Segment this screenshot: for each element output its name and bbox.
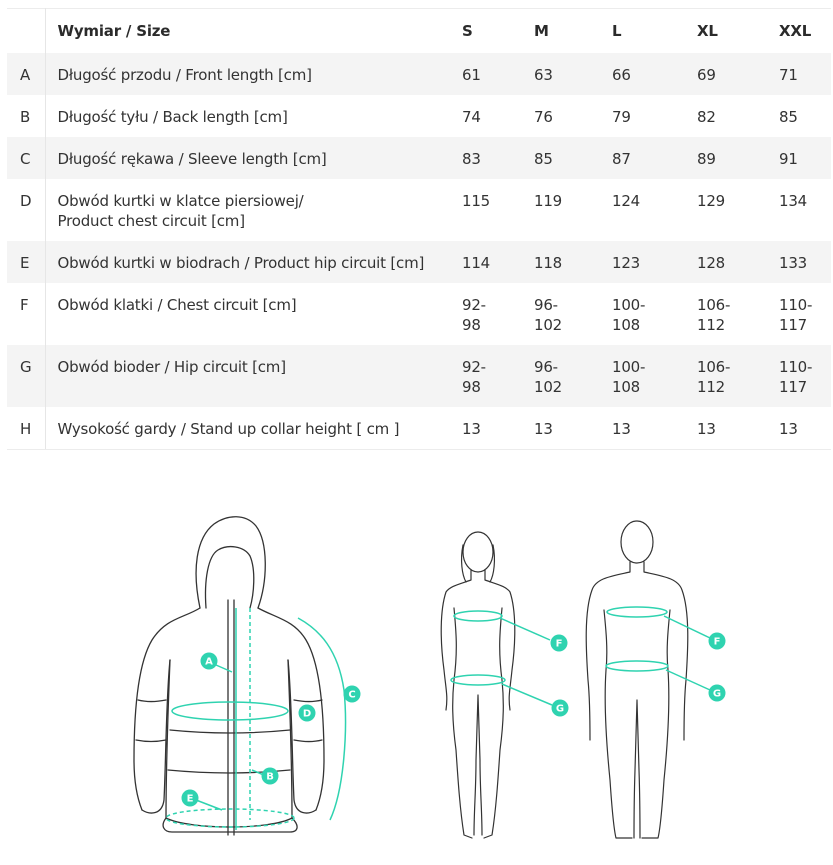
- row-label: Wysokość gardy / Stand up collar height [ cm ]: [45, 407, 450, 450]
- cell-size-s: 61: [450, 53, 522, 95]
- row-letter: B: [7, 95, 45, 137]
- header-size-s: S: [450, 9, 522, 54]
- cell-size-m: 13: [522, 407, 600, 450]
- row-letter: E: [7, 241, 45, 283]
- row-letter: G: [7, 345, 45, 407]
- cell-size-m: 96- 102: [522, 345, 600, 407]
- man-measure-lines: [606, 607, 710, 690]
- table-row: [7, 407, 831, 450]
- cell-size-s: 92- 98: [450, 345, 522, 407]
- cell-size-s: 83: [450, 137, 522, 179]
- cell-size-s: 13: [450, 407, 522, 450]
- cell-size-xxl: 110- 117: [767, 345, 831, 407]
- cell-size-l: 100- 108: [600, 345, 685, 407]
- cell-size-m: 85: [522, 137, 600, 179]
- header-size-xl: XL: [685, 9, 767, 54]
- man-marker-f-label: F: [713, 636, 721, 648]
- cell-size-l: 66: [600, 53, 685, 95]
- woman-badges: [551, 635, 569, 717]
- row-label: Obwód bioder / Hip circuit [cm]: [45, 345, 450, 407]
- row-letter: C: [7, 137, 45, 179]
- cell-size-m: 63: [522, 53, 600, 95]
- man-marker-g-label: G: [712, 688, 722, 700]
- row-letter: F: [7, 283, 45, 345]
- marker-a-label: A: [205, 656, 213, 668]
- woman-marker-f-label: F: [555, 638, 563, 650]
- table-row: [7, 283, 831, 345]
- row-label: Długość tyłu / Back length [cm]: [57, 108, 288, 126]
- cell-size-s: 115: [462, 192, 491, 210]
- table-row: [7, 241, 831, 283]
- header-size-m: M: [522, 9, 600, 54]
- marker-e-label: E: [186, 793, 194, 805]
- jacket-illustration: [134, 517, 324, 835]
- cell-size-xxl: 13: [767, 407, 831, 450]
- marker-d-label: D: [302, 708, 312, 720]
- cell-size-xxl: 134: [779, 192, 808, 210]
- header-letter: [7, 9, 45, 54]
- woman-marker-g-label: G: [555, 703, 565, 715]
- jacket-badges: [182, 653, 361, 807]
- cell-size-xxl: 110- 117: [779, 296, 813, 334]
- cell-size-xxl: 85: [779, 108, 798, 126]
- cell-size-xl: 106- 112: [685, 345, 767, 407]
- size-table: [7, 8, 831, 450]
- cell-size-s: 114: [450, 241, 522, 283]
- cell-size-m: 119: [534, 192, 563, 210]
- table-row: [7, 345, 831, 407]
- cell-size-s: 74: [462, 108, 481, 126]
- man-figure: [586, 521, 688, 838]
- cell-size-xl: 13: [685, 407, 767, 450]
- measurement-illustration: [0, 500, 833, 860]
- woman-measure-lines: [451, 611, 552, 705]
- row-label: Długość rękawa / Sleeve length [cm]: [45, 137, 450, 179]
- man-badges: [709, 633, 726, 702]
- cell-size-l: 87: [600, 137, 685, 179]
- cell-size-xxl: 91: [767, 137, 831, 179]
- cell-size-l: 124: [612, 192, 641, 210]
- cell-size-m: 118: [522, 241, 600, 283]
- row-label: Obwód kurtki w biodrach / Product hip circuit [cm]: [45, 241, 450, 283]
- table-row: [7, 179, 831, 241]
- cell-size-xl: 82: [697, 108, 716, 126]
- table-header-row: [7, 9, 831, 54]
- row-label: Obwód kurtki w klatce piersiowej/ Product chest circuit [cm]: [57, 192, 304, 230]
- cell-size-xl: 129: [697, 192, 726, 210]
- row-label: Obwód klatki / Chest circuit [cm]: [57, 296, 297, 314]
- cell-size-m: 76: [534, 108, 553, 126]
- table-row: [7, 53, 831, 95]
- cell-size-s: 92- 98: [462, 296, 486, 334]
- row-label: Długość przodu / Front length [cm]: [45, 53, 450, 95]
- row-letter: H: [7, 407, 45, 450]
- cell-size-l: 13: [600, 407, 685, 450]
- cell-size-xxl: 133: [767, 241, 831, 283]
- table-row: [7, 137, 831, 179]
- cell-size-l: 123: [600, 241, 685, 283]
- row-letter: D: [7, 179, 45, 241]
- measurement-figures: [0, 500, 833, 860]
- cell-size-xl: 69: [685, 53, 767, 95]
- cell-size-xxl: 71: [767, 53, 831, 95]
- header-size-l: L: [600, 9, 685, 54]
- row-letter: A: [7, 53, 45, 95]
- cell-size-xl: 89: [685, 137, 767, 179]
- header-label: Wymiar / Size: [45, 9, 450, 54]
- cell-size-l: 79: [612, 108, 631, 126]
- cell-size-m: 96- 102: [534, 296, 563, 334]
- cell-size-l: 100- 108: [612, 296, 646, 334]
- marker-c-label: C: [348, 689, 356, 701]
- marker-b-label: B: [266, 771, 274, 783]
- cell-size-xl: 128: [685, 241, 767, 283]
- table-row: [7, 95, 831, 137]
- header-size-xxl: XXL: [767, 9, 831, 54]
- cell-size-xl: 106- 112: [697, 296, 731, 334]
